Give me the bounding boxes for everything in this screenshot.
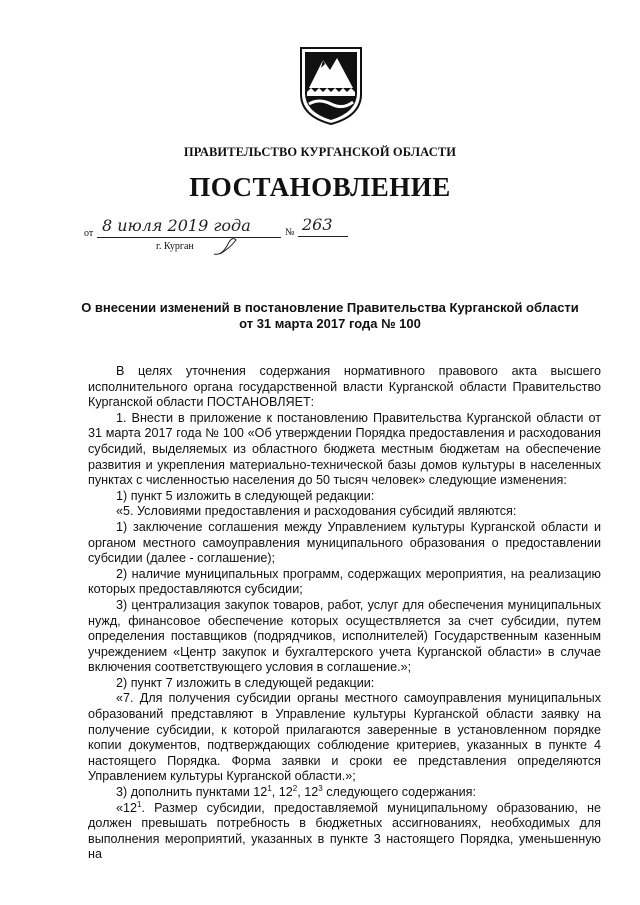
paragraph-condition-3: 3) централизация закупок товаров, работ, услуг для обеспечения муниципальных нужд, финансовое обеспечение которых осуществляется за счет субсидии, путем определения поставщиков (подрядчиков, исполнителей) Государственным казенным учреждением «Центр закупок и бухгалтерского учета Курганской области» в случае включения соответствующего условия в соглашение.»; [88,597,601,675]
paragraph-subitem-2: 2) пункт 7 изложить в следующей редакции: [116,675,375,690]
paragraph-subitem-1: 1) пункт 5 изложить в следующей редакции: [116,488,375,503]
superscript-3: 3 [318,783,323,793]
subitem-3-text-b: , 12 [271,785,293,800]
clause-12-1-text-b: . Размер субсидии, предоставляемой муниципальному образованию, не должен превышать потребность в бюджетных ассигнованиях, необходимых для выполнения мероприятий, указанных в пункте 3 настоящего Порядка, уменьшенную на [88,800,601,862]
clause-12-1-text-a: «12 [116,800,138,815]
document-body [88,364,601,863]
paragraph-preamble: В целях уточнения содержания нормативного правового акта высшего исполнительного органа государственной власти Курганской области Правительство Курганской области ПОСТАНОВЛЯЕТ: [88,364,601,410]
clause-12-1-superscript: 1 [137,799,142,809]
document-subject [60,300,600,332]
paragraph-clause-7: «7. Для получения субсидии органы местного самоуправления муниципальных образований представляют в Управление культуры Курганской области заявку на получение субсидии, к которой прилагаются заверенные в установленном порядке копии документов, подтверждающих соблюдение критериев, указанных в пункте 4 настоящего Порядка. Форма заявки и сроки ее представления определяются Управлением культуры Курганской области.»; [88,691,601,784]
signature-stroke [212,234,242,258]
subitem-3-text-a: 3) дополнить пунктами 12 [116,785,268,800]
subject-line-1: О внесении изменений в постановление Правительства Курганской области [81,300,579,315]
number-handwritten: 263 [302,215,333,234]
superscript-1: 1 [267,783,272,793]
document-type-title: ПОСТАНОВЛЕНИЕ [189,172,451,202]
paragraph-clause-5: «5. Условиями предоставления и расходования субсидий являются: [116,504,517,519]
organization-name: ПРАВИТЕЛЬСТВО КУРГАНСКОЙ ОБЛАСТИ [183,145,457,159]
paragraph-item-1: 1. Внести в приложение к постановлению Правительства Курганской области от 31 марта 2017 года № 100 «Об утверждении Порядка предоставления и расходования субсидий, выделяемых из областного бюджета местным бюджетам на обеспечение развития и укрепления материально-технической базы домов культуры в населенных пунктах с численностью населения до 50 тысяч человек» следующие изменения: [88,410,601,488]
date-underline [97,237,281,238]
date-from-label: от [84,228,94,239]
number-label: № [285,227,295,238]
number-underline [298,236,348,237]
superscript-2: 2 [292,783,298,793]
subitem-3-text-d: следующего содержания: [322,785,476,800]
date-handwritten: 8 июля 2019 года [102,216,251,235]
paragraph-condition-1: 1) заключение соглашения между Управлением культуры Курганской области и органом местного самоуправления муниципального образования о предоставлении субсидии (далее - соглашение); [88,519,601,566]
kurgan-coat-of-arms-icon [297,44,365,126]
city-label: г. Курган [156,241,194,252]
subitem-3-text-c: , 12 [297,785,319,800]
paragraph-condition-2: 2) наличие муниципальных программ, содержащих мероприятия, на реализацию которых предоставляются субсидии; [88,566,601,597]
subject-line-2: от 31 марта 2017 года № 100 [239,316,421,331]
paragraph-subitem-3 [88,785,601,801]
paragraph-clause-12-1 [88,801,601,863]
